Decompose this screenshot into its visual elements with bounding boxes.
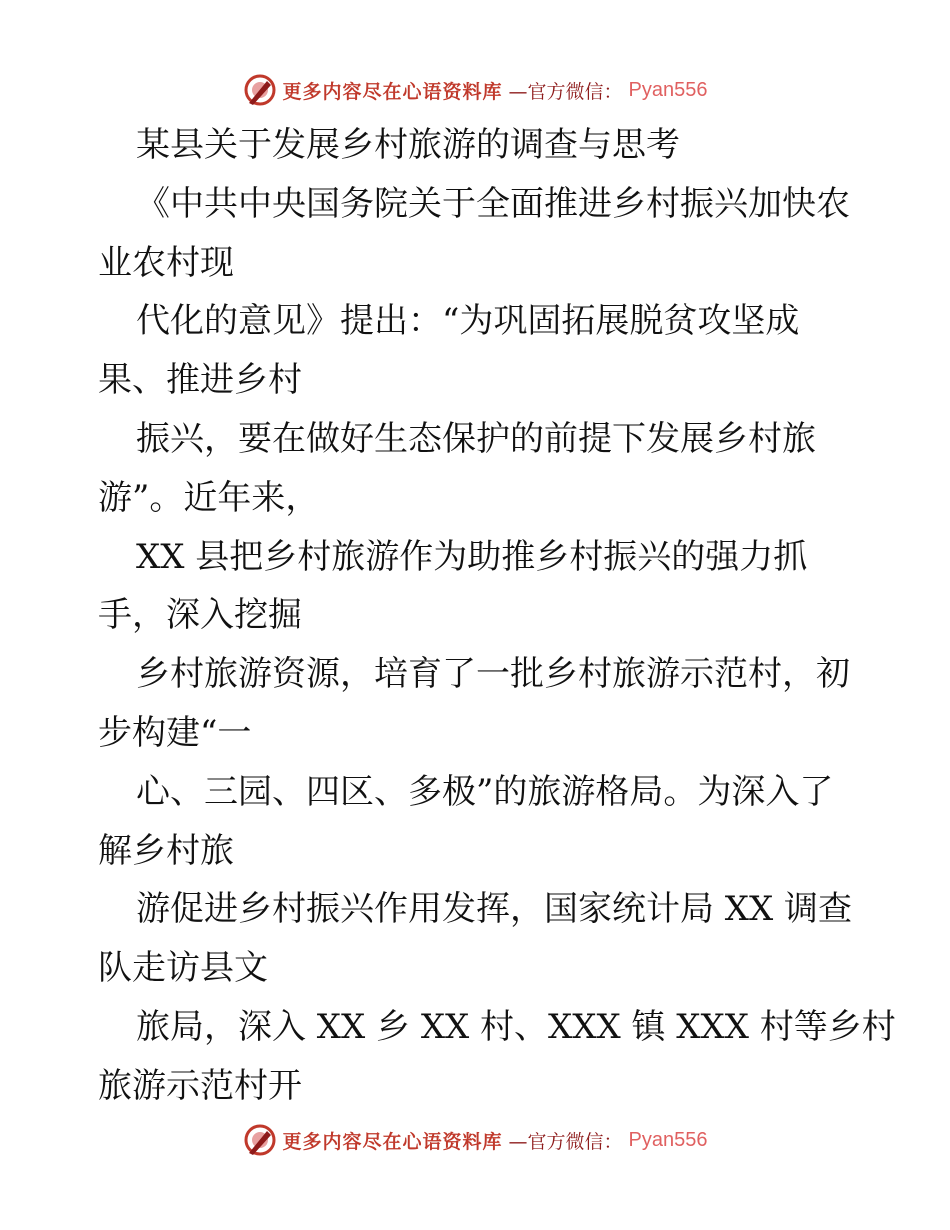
text-line: 乡村旅游资源，培育了一批乡村旅游示范村，初 bbox=[136, 654, 850, 695]
text-line: 手，深入挖掘 bbox=[98, 595, 302, 636]
text-line: 游促进乡村振兴作用发挥，国家统计局 XX 调查 bbox=[136, 889, 853, 930]
pen-logo-icon bbox=[243, 73, 277, 107]
text-line: 某县关于发展乡村旅游的调查与思考 bbox=[136, 125, 680, 165]
text-line: 旅游示范村开 bbox=[98, 1065, 302, 1106]
text-line: 旅局，深入 XX 乡 XX 村、XXX 镇 XXX 村等乡村 bbox=[136, 1006, 896, 1047]
watermark-text: 更多内容尽在心语资料库 bbox=[282, 1130, 503, 1153]
text-line: XX 县把乡村旅游作为助推乡村振兴的强力抓 bbox=[136, 536, 808, 577]
text-line: 游”。近年来， bbox=[98, 477, 320, 518]
text-line: 业农村现 bbox=[98, 242, 234, 283]
watermark-wechat-id: Pyan556 bbox=[628, 78, 708, 101]
watermark-text: 更多内容尽在心语资料库 bbox=[282, 80, 503, 103]
header-watermark bbox=[0, 70, 950, 110]
watermark-wechat-id: Pyan556 bbox=[628, 1128, 708, 1151]
text-line: 果、推进乡村 bbox=[98, 360, 302, 401]
text-line: 《中共中央国务院关于全面推进乡村振兴加快农 bbox=[136, 183, 850, 224]
watermark-wechat-label: —官方微信： bbox=[508, 80, 623, 103]
text-line: 解乡村旅 bbox=[98, 830, 234, 871]
document-body bbox=[98, 116, 896, 1116]
text-line: 心、三园、四区、多极”的旅游格局。为深入了 bbox=[136, 771, 834, 812]
text-line: 队走访县文 bbox=[98, 948, 268, 989]
watermark-wechat-label: —官方微信： bbox=[508, 1130, 623, 1153]
pen-logo-icon bbox=[243, 1123, 277, 1157]
text-line: 步构建“一 bbox=[98, 712, 252, 753]
text-line: 代化的意见》提出：“为巩固拓展脱贫攻坚成 bbox=[136, 301, 800, 342]
text-line: 振兴，要在做好生态保护的前提下发展乡村旅 bbox=[136, 418, 816, 459]
footer-watermark bbox=[0, 1120, 950, 1160]
